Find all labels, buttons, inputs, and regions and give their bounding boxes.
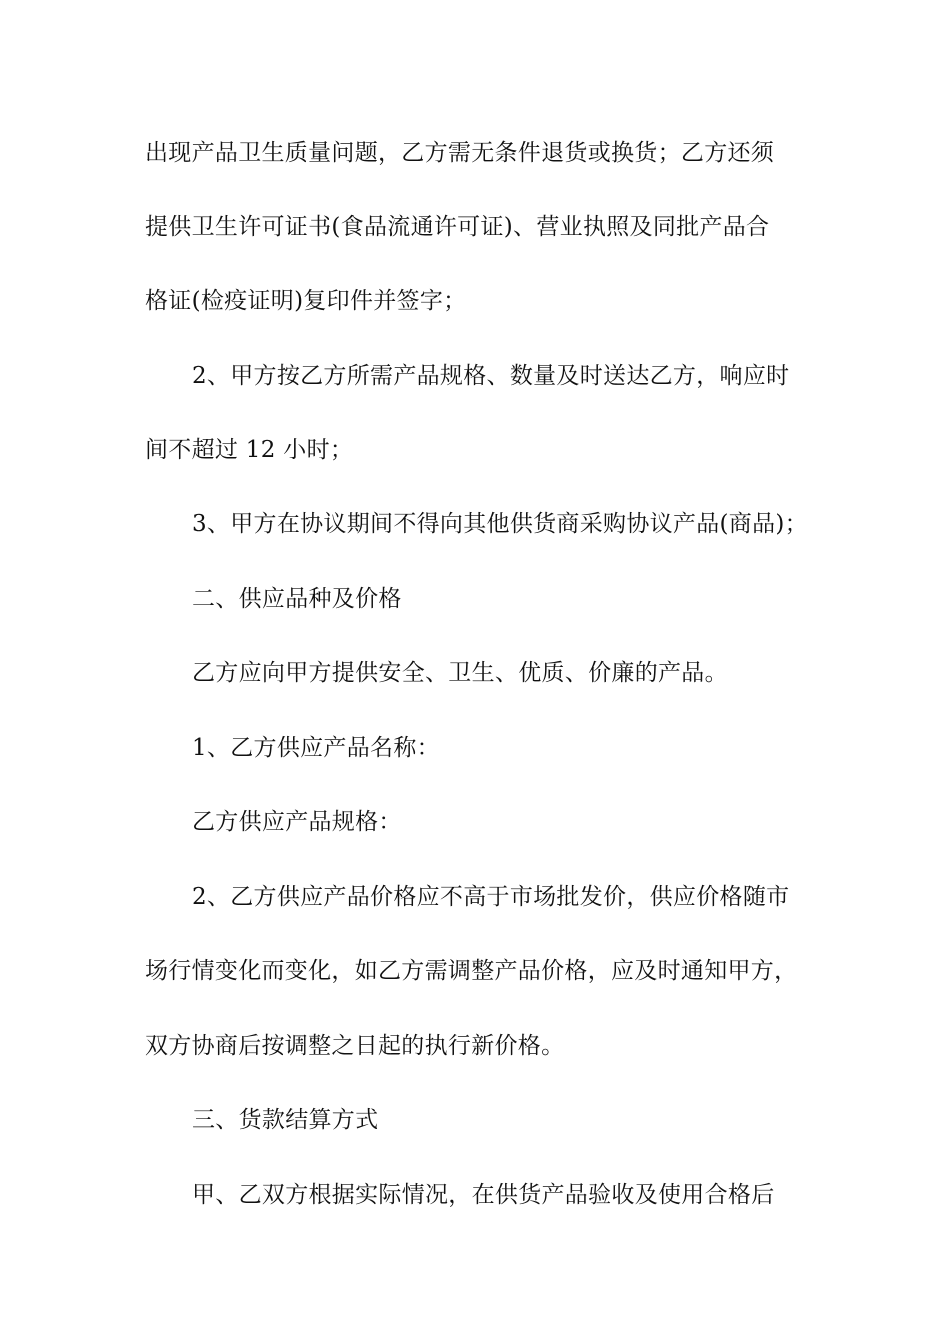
paragraph-line: 甲、乙双方根据实际情况，在供货产品验收及使用合格后: [192, 1182, 775, 1208]
paragraph-line: 提供卫生许可证书(食品流通许可证)、营业执照及同批产品合: [145, 214, 770, 240]
paragraph-line: 乙方应向甲方提供安全、卫生、优质、价廉的产品。: [192, 660, 728, 686]
paragraph-line: 场行情变化而变化，如乙方需调整产品价格，应及时通知甲方，: [145, 958, 798, 984]
paragraph-line: 2、乙方供应产品价格应不高于市场批发价，供应价格随市: [192, 884, 790, 910]
paragraph-line: 间不超过 12 小时；: [145, 437, 354, 463]
paragraph-line: 格证(检疫证明)复印件并签字；: [145, 288, 467, 314]
paragraph-line: 2、甲方按乙方所需产品规格、数量及时送达乙方，响应时: [192, 363, 790, 389]
section-heading: 三、货款结算方式: [192, 1107, 379, 1133]
section-heading: 二、供应品种及价格: [192, 586, 402, 612]
paragraph-line: 3、甲方在协议期间不得向其他供货商采购协议产品(商品)；: [192, 511, 808, 537]
paragraph-line: 出现产品卫生质量问题，乙方需无条件退货或换货；乙方还须: [145, 140, 775, 166]
paragraph-line: 1、乙方供应产品名称：: [192, 735, 440, 761]
paragraph-line: 乙方供应产品规格：: [192, 809, 402, 835]
paragraph-line: 双方协商后按调整之日起的执行新价格。: [145, 1033, 565, 1059]
